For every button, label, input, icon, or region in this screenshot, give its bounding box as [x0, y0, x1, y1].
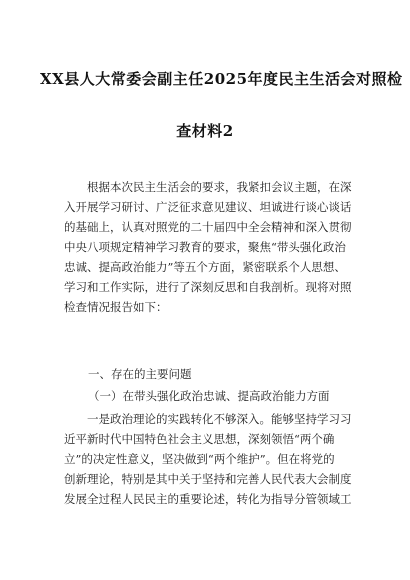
- paragraph-line: 一是政治理论的实践转化不够深入。能够坚持学习习: [87, 412, 352, 426]
- paragraph-line: 立”的决定性意义，坚决做到“两个维护”。但在将党的: [64, 452, 335, 466]
- paragraph-line: 根据本次民主生活会的要求，我紧扣会议主题，在深: [87, 180, 352, 194]
- subsection-heading: （一）在带头强化政治忠诚、提高政治能力方面: [88, 389, 330, 403]
- paragraph-line: 中央八项规定精神学习教育的要求，聚焦“带头强化政治: [64, 240, 346, 254]
- paragraph-line: 检查情况报告如下：: [64, 300, 168, 314]
- paragraph-line: 入开展学习研讨、广泛征求意见建议、坦诚进行谈心谈话: [64, 200, 352, 214]
- paragraph-line: 学习和工作实际，进行了深刻反思和自我剖析。现将对照: [64, 280, 352, 294]
- section-paragraph: [64, 409, 356, 509]
- section-heading: 一、存在的主要问题: [88, 367, 192, 381]
- document-title-line1: XX县人大常委会副主任2025年度民主生活会对照检: [40, 70, 403, 88]
- document-title-line2: 查材料2: [176, 122, 234, 140]
- paragraph-line: 近平新时代中国特色社会主义思想，深刻领悟“两个确: [64, 432, 335, 446]
- paragraph-line: 创新理论，特别是其中关于坚持和完善人民代表大会制度: [64, 472, 352, 486]
- paragraph-line: 的基础上，认真对照党的二十届四中全会精神和深入贯彻: [64, 220, 352, 234]
- paragraph-line: 忠诚、提高政治能力”等五个方面，紧密联系个人思想、: [64, 260, 346, 274]
- intro-paragraph: [64, 177, 356, 317]
- paragraph-line: 发展全过程人民民主的重要论述，转化为指导分管领域工: [64, 492, 352, 506]
